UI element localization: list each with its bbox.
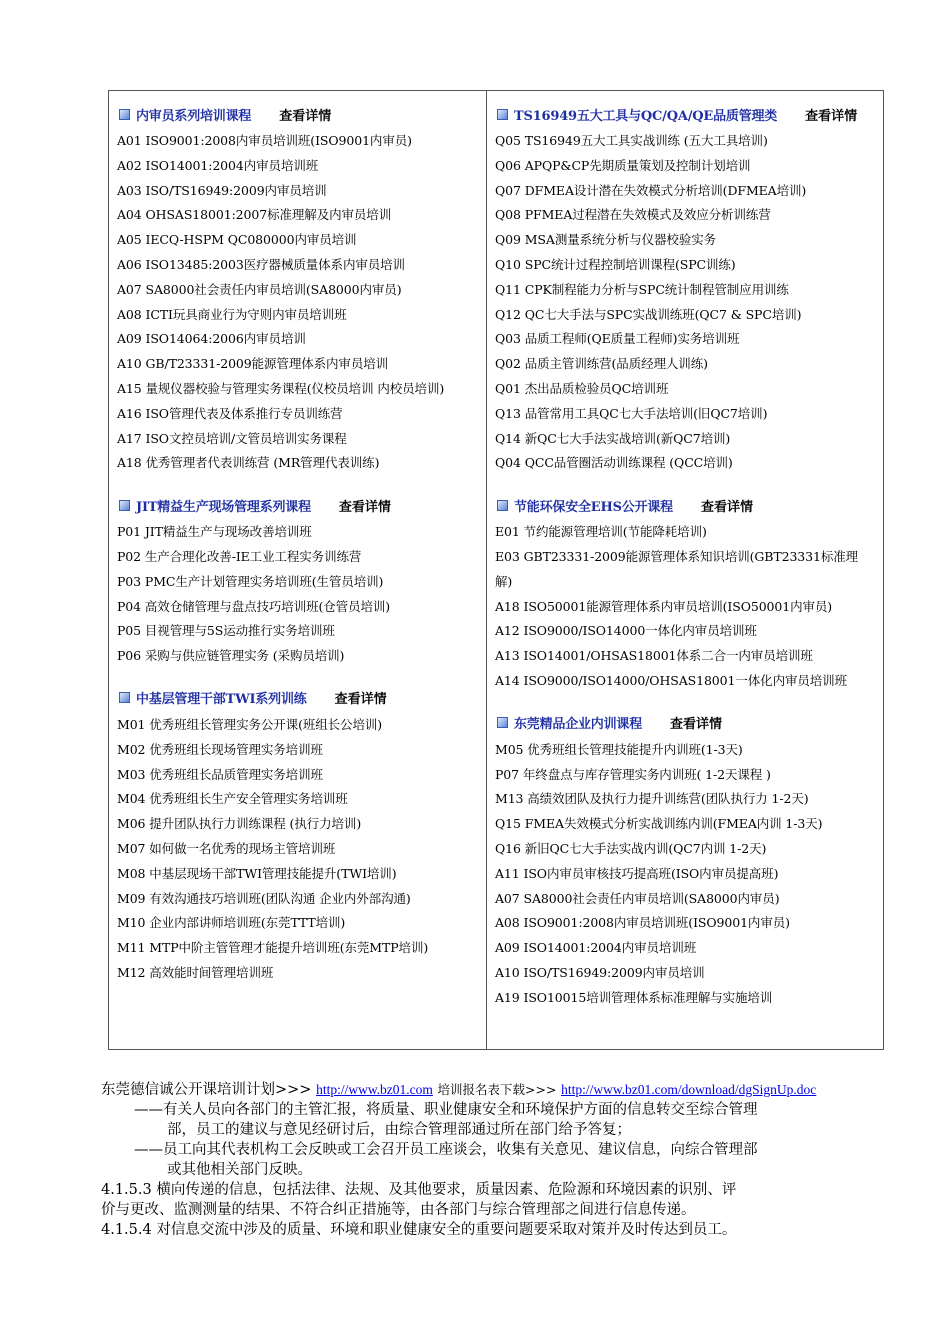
section-title-link[interactable]: 节能环保安全EHS公开课程 <box>514 499 673 515</box>
course-item: A07 SA8000社会责任内审员培训(SA8000内审员) <box>495 890 780 906</box>
clause-4154: 4.1.5.4 对信息交流中涉及的质量、环境和职业健康安全的重要问题要采取对策并及时传达到员工。 <box>101 1222 737 1238</box>
plan-label: 东莞德信诚公开课培训计划>>> <box>101 1082 312 1098</box>
section-header <box>117 494 480 516</box>
view-details-link[interactable]: 查看详情 <box>338 499 391 515</box>
course-item: A02 ISO14001:2004内审员培训班 <box>117 157 319 173</box>
course-item: Q14 新QC七大手法实战培训(新QC7培训) <box>495 430 731 446</box>
view-details-link[interactable]: 查看详情 <box>700 499 753 515</box>
course-item: Q16 新旧QC七大手法实战内训(QC7内训 1-2天) <box>495 840 767 856</box>
section-title-link[interactable]: 中基层管理干部TWI系列训练 <box>136 692 307 708</box>
course-item: M11 MTP中阶主管管理才能提升培训班(东莞MTP培训) <box>117 940 429 956</box>
course-item: A05 IECQ-HSPM QC080000内审员培训 <box>117 232 357 248</box>
course-item: Q02 品质主管训练营(品质经理人训练) <box>495 356 708 372</box>
course-item: M03 优秀班组长品质管理实务培训班 <box>117 766 323 782</box>
course-item: P03 PMC生产计划管理实务培训班(生管员培训) <box>117 573 384 589</box>
course-item: M02 优秀班组长现场管理实务培训班 <box>117 741 323 757</box>
course-item: Q04 QCC品管圈活动训练课程 (QCC培训) <box>495 455 733 471</box>
course-item: M09 有效沟通技巧培训班(团队沟通 企业内外部沟通) <box>117 890 411 906</box>
course-item: Q10 SPC统计过程控制培训课程(SPC训练) <box>495 256 736 272</box>
bullet-1-line-1: ——有关人员向各部门的主管汇报，将质量、职业健康安全和环境保护方面的信息转交至综合管理 <box>134 1102 758 1118</box>
course-item: Q05 TS16949五大工具实战训练 (五大工具培训) <box>495 133 768 148</box>
clause-4153-line-1: 4.1.5.3 横向传递的信息，包括法律、法规、及其他要求，质量因素、危险源和环境因素的识别、评 <box>101 1182 737 1198</box>
section-header <box>495 103 875 125</box>
bullet-2-line-1: ——员工向其代表机构工会反映或工会召开员工座谈会，收集有关意见、建议信息，向综合管理部 <box>134 1142 758 1158</box>
square-bullet-icon <box>497 717 508 728</box>
course-item: P01 JIT精益生产与现场改善培训班 <box>117 524 312 540</box>
training-plan-line <box>101 1080 871 1100</box>
course-table <box>108 90 884 1050</box>
course-item: M07 如何做一名优秀的现场主管培训班 <box>117 840 336 856</box>
course-item: A17 ISO文控员培训/文管员培训实务课程 <box>117 430 347 446</box>
section-inhouse-training <box>495 712 875 1011</box>
course-item: Q08 PFMEA过程潜在失效模式及效应分析训练营 <box>495 207 771 223</box>
section-header <box>117 103 480 125</box>
course-item: A06 ISO13485:2003医疗器械质量体系内审员培训 <box>117 256 405 272</box>
left-column <box>109 91 487 1049</box>
view-details-link[interactable]: 查看详情 <box>805 108 858 124</box>
course-item: M13 高绩效团队及执行力提升训练营(团队执行力 1-2天) <box>495 791 809 807</box>
square-bullet-icon <box>497 500 508 511</box>
course-item: M01 优秀班组长管理实务公开课(班组长公培训) <box>117 716 383 732</box>
section-header <box>495 712 875 734</box>
square-bullet-icon <box>497 109 508 120</box>
course-item: Q07 DFMEA设计潜在失效模式分析培训(DFMEA培训) <box>495 182 807 198</box>
signup-label: 培训报名表下载>>> <box>437 1082 557 1097</box>
course-item: A15 量规仪器校验与管理实务课程(仪校员培训 内校员培训) <box>117 380 445 396</box>
course-item: Q01 杰出品质检验员QC培训班 <box>495 380 669 396</box>
section-title-link[interactable]: TS16949五大工具与QC/QA/QE品质管理类 <box>514 108 778 124</box>
course-item: A03 ISO/TS16949:2009内审员培训 <box>117 182 327 198</box>
signup-url-link[interactable]: http://www.bz01.com/download/dgSignUp.doc <box>561 1082 817 1097</box>
course-item: P04 高效仓储管理与盘点技巧培训班(仓管员培训) <box>117 598 391 614</box>
right-column <box>487 91 883 1049</box>
course-item: Q15 FMEA失效模式分析实战训练内训(FMEA内训 1-3天) <box>495 816 823 832</box>
course-item: M06 提升团队执行力训练课程 (执行力培训) <box>117 816 362 832</box>
square-bullet-icon <box>119 692 130 703</box>
section-ehs <box>495 494 875 694</box>
course-item: A12 ISO9000/ISO14000一体化内审员培训班 <box>495 623 757 639</box>
section-header <box>495 494 875 516</box>
bullet-1-line-2: 部，员工的建议与意见经研讨后，由综合管理部通过所在部门给予答复； <box>167 1122 631 1138</box>
course-item: A16 ISO管理代表及体系推行专员训练营 <box>117 405 343 421</box>
course-item: M08 中基层现场干部TWI管理技能提升(TWI培训) <box>117 865 397 881</box>
course-item: Q13 品管常用工具QC七大手法培训(旧QC7培训) <box>495 405 768 421</box>
course-item: A01 ISO9001:2008内审员培训班(ISO9001内审员) <box>117 133 412 148</box>
section-title-link[interactable]: 内审员系列培训课程 <box>136 108 252 124</box>
square-bullet-icon <box>119 109 130 120</box>
course-item: A11 ISO内审员审核技巧提高班(ISO内审员提高班) <box>495 865 779 881</box>
section-jit-lean <box>117 494 480 669</box>
view-details-link[interactable]: 查看详情 <box>334 692 387 708</box>
course-item: A09 ISO14064:2006内审员培训 <box>117 331 306 347</box>
course-item: A10 GB/T23331-2009能源管理体系内审员培训 <box>117 356 389 372</box>
bullet-2-line-2: 或其他相关部门反映。 <box>167 1162 312 1178</box>
course-item: A04 OHSAS18001:2007标准理解及内审员培训 <box>117 207 392 223</box>
section-header <box>117 687 480 709</box>
course-item: A08 ISO9001:2008内审员培训班(ISO9001内审员) <box>495 915 790 931</box>
course-item: A13 ISO14001/OHSAS18001体系二合一内审员培训班 <box>495 648 813 664</box>
document-footer <box>101 1080 871 1240</box>
course-item: A08 ICTI玩具商业行为守则内审员培训班 <box>117 306 347 322</box>
course-item: Q11 CPK制程能力分析与SPC统计制程管制应用训练 <box>495 281 789 297</box>
plan-url-link[interactable]: http://www.bz01.com <box>316 1082 433 1097</box>
course-item: Q12 QC七大手法与SPC实战训练班(QC7 & SPC培训) <box>495 306 802 322</box>
course-item: Q09 MSA测量系统分析与仪器校验实务 <box>495 232 717 248</box>
course-item: Q06 APQP&CP先期质量策划及控制计划培训 <box>495 157 751 173</box>
course-item: A09 ISO14001:2004内审员培训班 <box>495 940 697 956</box>
section-title-link[interactable]: 东莞精品企业内训课程 <box>514 717 643 733</box>
course-item: Q03 品质工程师(QE质量工程师)实务培训班 <box>495 331 740 347</box>
course-item: M10 企业内部讲师培训班(东莞TTT培训) <box>117 915 346 931</box>
course-item: A18 优秀管理者代表训练营 (MR管理代表训练) <box>117 455 380 471</box>
course-item: E01 节约能源管理培训(节能降耗培训) <box>495 524 707 540</box>
course-item: M04 优秀班组长生产安全管理实务培训班 <box>117 791 348 807</box>
clause-4153-line-2: 价与更改、监测测量的结果、不符合纠正措施等，由各部门与综合管理部之间进行信息传递。 <box>101 1202 696 1218</box>
course-item: P02 生产合理化改善-IE工业工程实务训练营 <box>117 548 362 564</box>
course-item: M05 优秀班组长管理技能提升内训班(1-3天) <box>495 741 743 757</box>
section-twi-management <box>117 687 480 986</box>
course-item: M12 高效能时间管理培训班 <box>117 964 274 980</box>
section-internal-auditor <box>117 103 480 476</box>
course-item: P06 采购与供应链管理实务 (采购员培训) <box>117 648 345 664</box>
course-item: E03 GBT23331-2009能源管理体系知识培训(GBT23331标准理解) <box>495 548 859 589</box>
course-item: A10 ISO/TS16949:2009内审员培训 <box>495 964 705 980</box>
course-item: A18 ISO50001能源管理体系内审员培训(ISO50001内审员) <box>495 598 833 614</box>
section-title-link[interactable]: JIT精益生产现场管理系列课程 <box>136 499 311 515</box>
view-details-link[interactable]: 查看详情 <box>670 717 723 733</box>
square-bullet-icon <box>119 500 130 511</box>
course-item: P05 目视管理与5S运动推行实务培训班 <box>117 623 335 639</box>
course-item: P07 年终盘点与库存管理实务内训班( 1-2天课程 ) <box>495 766 771 782</box>
course-item: A19 ISO10015培训管理体系标准理解与实施培训 <box>495 989 773 1005</box>
view-details-link[interactable]: 查看详情 <box>279 108 332 124</box>
section-quality-tools <box>495 103 875 476</box>
course-item: A14 ISO9000/ISO14000/OHSAS18001一体化内审员培训班 <box>495 672 847 688</box>
course-item: A07 SA8000社会责任内审员培训(SA8000内审员) <box>117 281 402 297</box>
